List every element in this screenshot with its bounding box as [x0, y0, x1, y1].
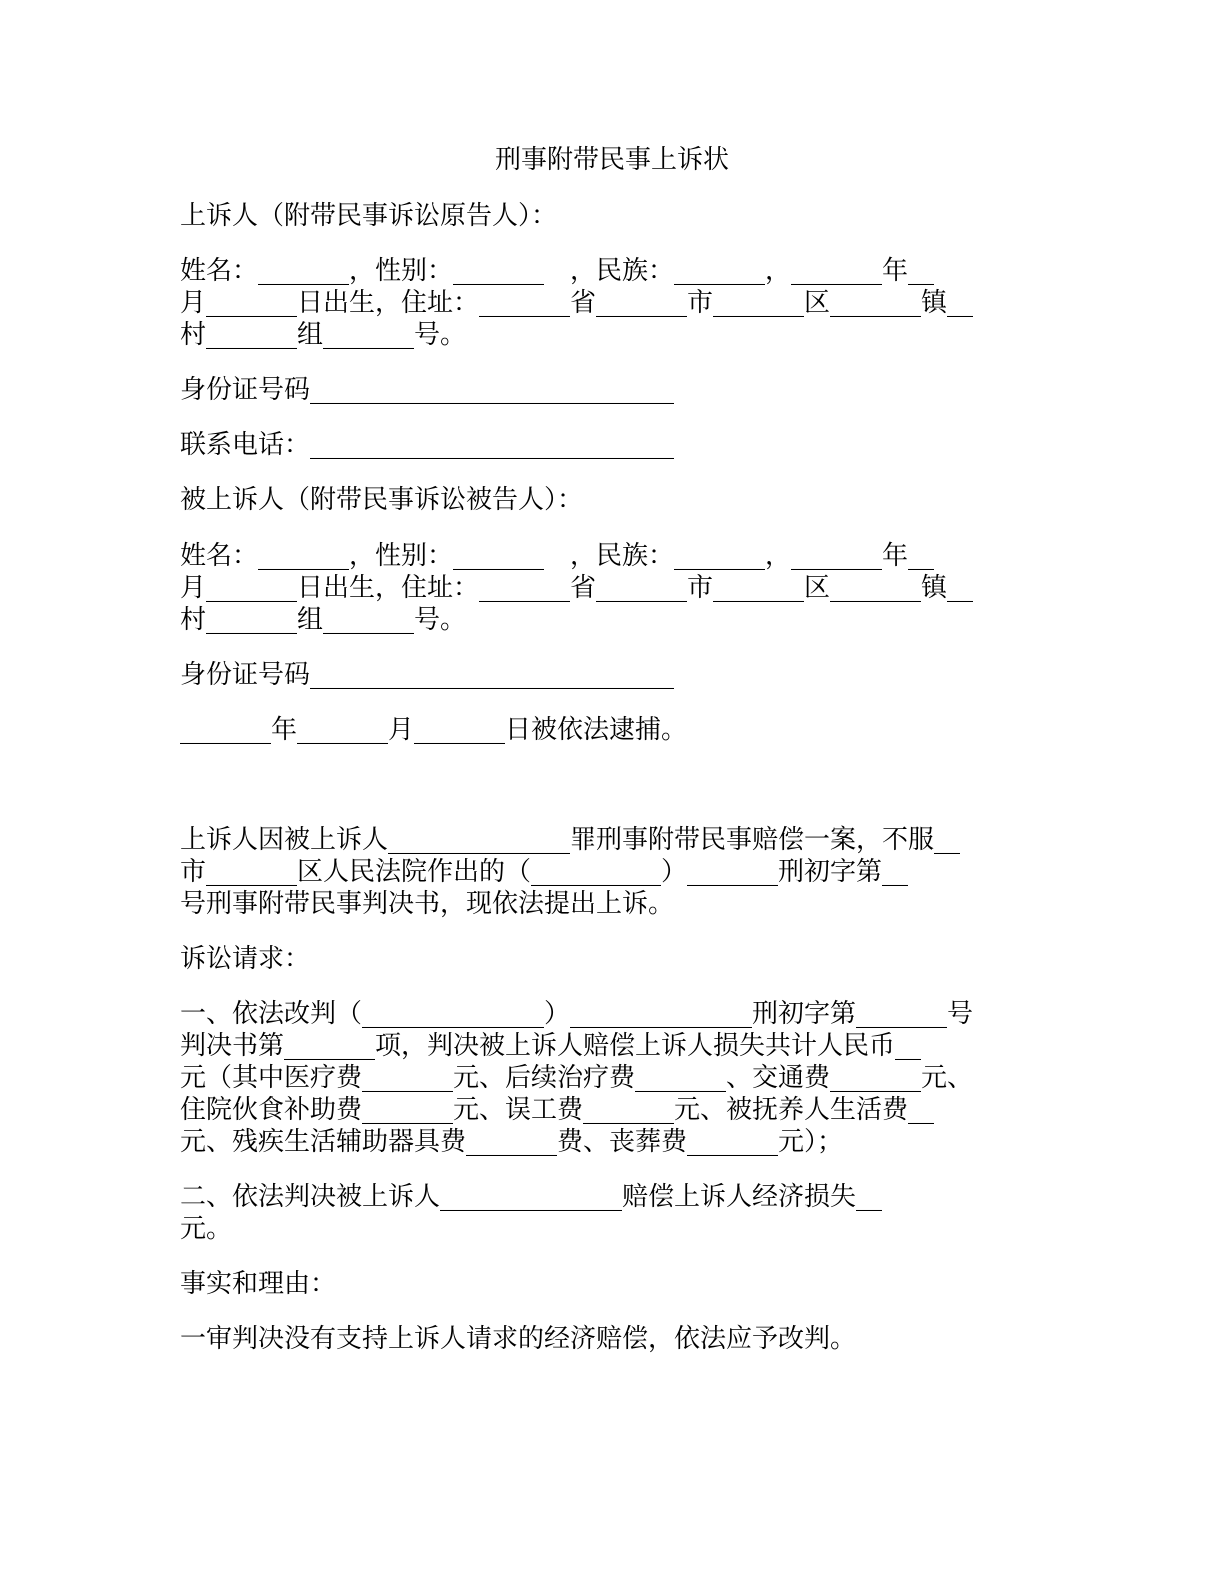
- respondent-arrest: _______年_______月_______日被依法逮捕。: [180, 715, 688, 745]
- claim-1-line-5: 元、残疾生活辅助器具费_______费、丧葬费_______元）；: [180, 1127, 844, 1157]
- claim-1-line-1: 一、依法改判（______________）______________刑初字第_______号: [180, 999, 974, 1029]
- facts-heading: 事实和理由：: [180, 1269, 337, 1299]
- respondent-id-number: 身份证号码____________________________: [180, 660, 675, 690]
- respondent-info-line-2: 月_______日出生，住址：_______省_______市_______区_______镇__: [180, 573, 974, 603]
- appellant-info-line-2: 月_______日出生，住址：_______省_______市_______区_______镇__: [180, 288, 974, 318]
- document-title: 刑事附带民事上诉状: [494, 145, 729, 175]
- appellant-info-line-3: 村_______组_______号。: [180, 320, 467, 350]
- case-intro-line-1: 上诉人因被上诉人______________罪刑事附带民事赔偿一案，不服__: [180, 825, 961, 855]
- respondent-info-line-1: 姓名：_______，性别：_______ ，民族：_______，_______年__: [180, 541, 935, 571]
- claim-1-line-3: 元（其中医疗费_______元、后续治疗费_______、交通费_______元、: [180, 1063, 974, 1093]
- respondent-info-line-3: 村_______组_______号。: [180, 605, 467, 635]
- claim-2-line-1: 二、依法判决被上诉人______________赔偿上诉人经济损失__: [180, 1182, 883, 1212]
- claim-1-line-4: 住院伙食补助费_______元、误工费_______元、被抚养人生活费__: [180, 1095, 935, 1125]
- case-intro-line-3: 号刑事附带民事判决书，现依法提出上诉。: [180, 889, 675, 919]
- claim-2-line-2: 元。: [180, 1214, 233, 1244]
- case-intro-line-2: 市_______区人民法院作出的（__________）_______刑初字第__: [180, 857, 909, 887]
- appellant-id-number: 身份证号码____________________________: [180, 375, 675, 405]
- appellant-phone: 联系电话：____________________________: [180, 430, 675, 460]
- appellant-heading: 上诉人（附带民事诉讼原告人）：: [180, 201, 558, 231]
- appellant-info-line-1: 姓名：_______，性别：_______ ，民族：_______，_______年__: [180, 256, 935, 286]
- claim-1-line-2: 判决书第_______项，判决被上诉人赔偿上诉人损失共计人民币__: [180, 1031, 922, 1061]
- respondent-heading: 被上诉人（附带民事诉讼被告人）：: [180, 485, 584, 515]
- facts-text: 一审判决没有支持上诉人请求的经济赔偿，依法应予改判。: [180, 1324, 857, 1354]
- claims-heading: 诉讼请求：: [180, 944, 311, 974]
